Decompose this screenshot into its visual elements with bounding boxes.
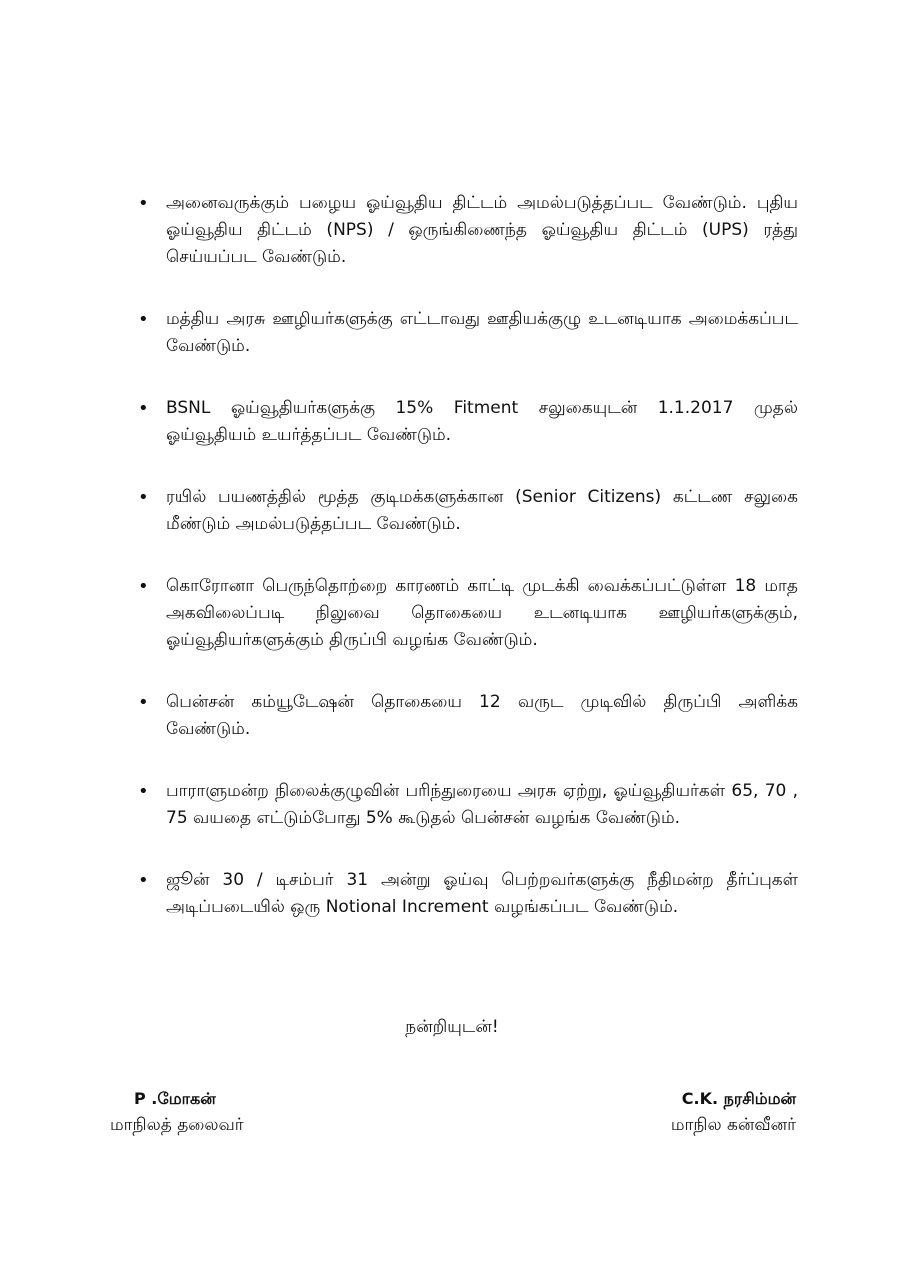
bullet-icon: • (138, 781, 149, 802)
list-item (138, 778, 798, 832)
demand-text: மத்திய அரசு ஊழியர்களுக்கு எட்டாவது ஊதியக்குழு உடனடியாக அமைக்கப்பட வேண்டும். (166, 309, 798, 356)
bullet-icon: • (138, 193, 149, 214)
closing-greeting: நன்றியுடன்! (405, 1017, 499, 1037)
signatory-name-left: P .மோகன் (134, 1089, 216, 1108)
list-item (138, 190, 798, 271)
list-item (138, 484, 798, 538)
bullet-icon: • (138, 870, 149, 891)
list-item (138, 867, 798, 921)
signatory-title-right: மாநில கன்வீனர் (670, 1115, 796, 1135)
signatory-title-left: மாநிலத் தலைவர் (110, 1115, 244, 1135)
demand-text: கொரோனா பெருந்தொற்றை காரணம் காட்டி முடக்கி வைக்கப்பட்டுள்ள 18 மாத அகவிலைப்படி நிலுவை தொகையை உடனடியாக ஊழியர்களுக்கும், ஓய்வூதியர்களுக்கும் திருப்பி வழங்க வேண்டும். (166, 576, 798, 650)
demands-list (138, 190, 798, 956)
demand-text: ரயில் பயணத்தில் மூத்த குடிமக்களுக்கான (Senior Citizens) கட்டண சலுகை மீண்டும் அமல்படுத்தப்பட வேண்டும். (166, 487, 798, 534)
demand-text: அனைவருக்கும் பழைய ஓய்வூதிய திட்டம் அமல்படுத்தப்பட வேண்டும். புதிய ஓய்வூதிய திட்டம் (NPS) / ஒருங்கிணைந்த ஓய்வூதிய திட்டம் (UPS) ரத்து செய்யப்பட வேண்டும். (166, 193, 798, 267)
bullet-icon: • (138, 398, 149, 419)
list-item (138, 306, 798, 360)
bullet-icon: • (138, 487, 149, 508)
bullet-icon: • (138, 692, 149, 713)
signatory-name-right: C.K. நரசிம்மன் (681, 1089, 796, 1108)
demand-text: BSNL ஓய்வூதியர்களுக்கு 15% Fitment சலுகையுடன் 1.1.2017 முதல் ஓய்வூதியம் உயர்த்தப்பட வேண்டும். (166, 398, 798, 445)
list-item (138, 689, 798, 743)
signature-block-left (110, 1086, 244, 1138)
list-item (138, 573, 798, 654)
bullet-icon: • (138, 576, 149, 597)
list-item (138, 395, 798, 449)
demand-text: ஜூன் 30 / டிசம்பர் 31 அன்று ஓய்வு பெற்றவர்களுக்கு நீதிமன்ற தீர்ப்புகள் அடிப்படையில் ஒரு Notional Increment வழங்கப்பட வேண்டும். (166, 870, 798, 917)
signature-block-right (671, 1086, 796, 1138)
demand-text: பென்சன் கம்யூடேஷன் தொகையை 12 வருட முடிவில் திருப்பி அளிக்க வேண்டும். (166, 692, 798, 739)
bullet-icon: • (138, 309, 149, 330)
demand-text: பாராளுமன்ற நிலைக்குழுவின் பரிந்துரையை அரசு ஏற்று, ஓய்வூதியர்கள் 65, 70 , 75 வயதை எட்டும்போது 5% கூடுதல் பென்சன் வழங்க வேண்டும். (166, 781, 798, 828)
